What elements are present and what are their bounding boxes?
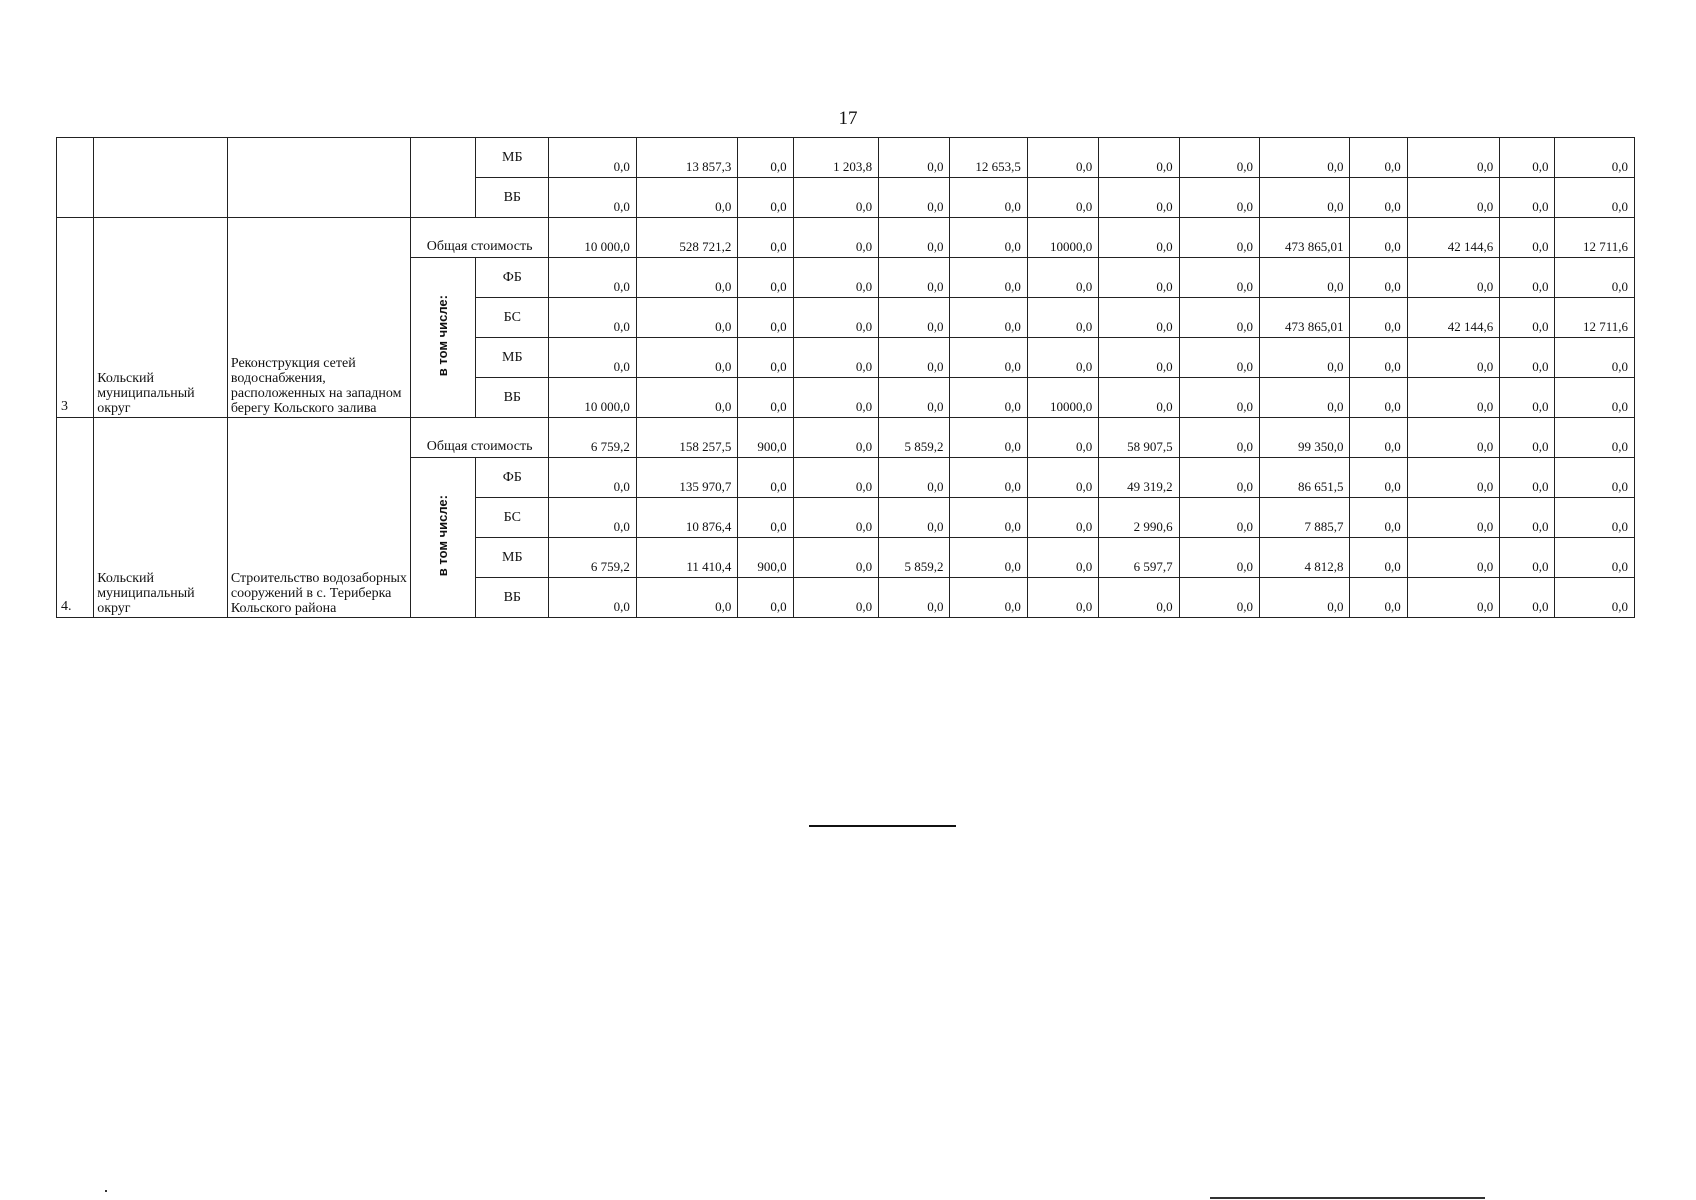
value-cell: 0,0: [1500, 418, 1555, 458]
value-cell: 0,0: [1500, 538, 1555, 578]
value-cell: 0,0: [1350, 218, 1407, 258]
value-cell: 0,0: [549, 498, 636, 538]
value-cell: 135 970,7: [636, 458, 738, 498]
value-cell: 0,0: [1027, 178, 1098, 218]
value-cell: 0,0: [879, 378, 950, 418]
value-cell: 0,0: [1099, 298, 1179, 338]
value-cell: 0,0: [1350, 258, 1407, 298]
value-cell: 0,0: [950, 258, 1027, 298]
value-cell: 0,0: [1500, 138, 1555, 178]
value-cell: 0,0: [1099, 378, 1179, 418]
value-cell: 0,0: [1555, 258, 1635, 298]
value-cell: 0,0: [1407, 378, 1499, 418]
value-cell: 0,0: [636, 178, 738, 218]
value-cell: 2 990,6: [1099, 498, 1179, 538]
value-cell: 0,0: [1027, 298, 1098, 338]
value-cell: 7 885,7: [1260, 498, 1350, 538]
funding-source-cell: БС: [476, 298, 549, 338]
page-number: 17: [838, 108, 858, 129]
value-cell: 0,0: [1027, 578, 1098, 618]
value-cell: 0,0: [879, 578, 950, 618]
value-cell: 0,0: [1555, 578, 1635, 618]
value-cell: 0,0: [950, 538, 1027, 578]
value-cell: 0,0: [549, 138, 636, 178]
value-cell: 5 859,2: [879, 418, 950, 458]
funding-source-cell: ВБ: [476, 178, 549, 218]
value-cell: 0,0: [1350, 498, 1407, 538]
value-cell: 0,0: [1407, 538, 1499, 578]
value-cell: 0,0: [1350, 418, 1407, 458]
value-cell: 0,0: [1260, 378, 1350, 418]
value-cell: 900,0: [738, 418, 793, 458]
value-cell: 6 759,2: [549, 538, 636, 578]
including-cell: [410, 258, 475, 418]
value-cell: 6 597,7: [1099, 538, 1179, 578]
value-cell: 0,0: [1179, 498, 1259, 538]
value-cell: 0,0: [1179, 578, 1259, 618]
value-cell: 0,0: [738, 298, 793, 338]
value-cell: 0,0: [793, 458, 878, 498]
value-cell: 0,0: [793, 298, 878, 338]
value-cell: 0,0: [793, 218, 878, 258]
value-cell: 0,0: [738, 178, 793, 218]
value-cell: 0,0: [1179, 418, 1259, 458]
value-cell: 0,0: [1555, 138, 1635, 178]
value-cell: 0,0: [1027, 458, 1098, 498]
value-cell: 0,0: [879, 458, 950, 498]
value-cell: 0,0: [793, 378, 878, 418]
value-cell: 0,0: [1555, 498, 1635, 538]
value-cell: 0,0: [738, 378, 793, 418]
value-cell: 0,0: [738, 138, 793, 178]
end-separator-line: [809, 825, 956, 827]
value-cell: 0,0: [738, 498, 793, 538]
value-cell: 0,0: [1555, 538, 1635, 578]
value-cell: 0,0: [1099, 338, 1179, 378]
municipality-name: Кольский муниципальный округ: [94, 418, 228, 618]
value-cell: 0,0: [1260, 258, 1350, 298]
value-cell: 0,0: [793, 178, 878, 218]
value-cell: 0,0: [950, 338, 1027, 378]
value-cell: 0,0: [1179, 458, 1259, 498]
value-cell: 0,0: [1260, 578, 1350, 618]
value-cell: 0,0: [738, 458, 793, 498]
value-cell: 0,0: [738, 258, 793, 298]
value-cell: 0,0: [1555, 178, 1635, 218]
financing-table: [56, 137, 1635, 618]
value-cell: 0,0: [1350, 538, 1407, 578]
value-cell: 158 257,5: [636, 418, 738, 458]
municipality-cell-empty: [94, 138, 228, 218]
value-cell: 0,0: [1350, 338, 1407, 378]
value-cell: 0,0: [1179, 298, 1259, 338]
project-description: Реконструкция сетей водоснабжения, расположенных на западном берегу Кольского залива: [227, 218, 410, 418]
value-cell: 473 865,01: [1260, 298, 1350, 338]
value-cell: 0,0: [1350, 578, 1407, 618]
value-cell: 0,0: [1099, 258, 1179, 298]
value-cell: 0,0: [793, 418, 878, 458]
value-cell: 10000,0: [1027, 378, 1098, 418]
value-cell: 0,0: [1099, 578, 1179, 618]
value-cell: 0,0: [1027, 538, 1098, 578]
value-cell: 0,0: [950, 178, 1027, 218]
value-cell: 0,0: [549, 578, 636, 618]
including-label: в том числе:: [434, 295, 450, 377]
value-cell: 0,0: [950, 418, 1027, 458]
value-cell: 0,0: [950, 218, 1027, 258]
value-cell: 0,0: [1099, 178, 1179, 218]
value-cell: 0,0: [1179, 338, 1259, 378]
value-cell: 1 203,8: [793, 138, 878, 178]
total-cost-label: Общая стоимость: [410, 418, 549, 458]
value-cell: 10 876,4: [636, 498, 738, 538]
project-number: 4.: [57, 418, 94, 618]
value-cell: 0,0: [636, 298, 738, 338]
value-cell: 0,0: [1179, 538, 1259, 578]
total-row: [57, 418, 1635, 458]
value-cell: 900,0: [738, 538, 793, 578]
value-cell: 0,0: [1027, 258, 1098, 298]
value-cell: 0,0: [549, 458, 636, 498]
project-number: 3: [57, 218, 94, 418]
value-cell: 0,0: [1099, 138, 1179, 178]
value-cell: 528 721,2: [636, 218, 738, 258]
value-cell: 0,0: [1407, 138, 1499, 178]
value-cell: 6 759,2: [549, 418, 636, 458]
value-cell: 0,0: [549, 298, 636, 338]
value-cell: 0,0: [879, 258, 950, 298]
value-cell: 0,0: [1500, 258, 1555, 298]
value-cell: 0,0: [950, 578, 1027, 618]
value-cell: 0,0: [879, 138, 950, 178]
value-cell: 0,0: [879, 338, 950, 378]
value-cell: 0,0: [879, 218, 950, 258]
value-cell: 0,0: [1555, 418, 1635, 458]
value-cell: 0,0: [1407, 578, 1499, 618]
value-cell: 0,0: [950, 458, 1027, 498]
value-cell: 0,0: [1500, 218, 1555, 258]
value-cell: 0,0: [1179, 178, 1259, 218]
value-cell: 49 319,2: [1099, 458, 1179, 498]
value-cell: 0,0: [1500, 178, 1555, 218]
value-cell: 0,0: [1099, 218, 1179, 258]
value-cell: 0,0: [1407, 498, 1499, 538]
value-cell: 0,0: [549, 178, 636, 218]
value-cell: 0,0: [636, 578, 738, 618]
value-cell: 0,0: [1500, 498, 1555, 538]
value-cell: 0,0: [1407, 418, 1499, 458]
value-cell: 0,0: [1179, 218, 1259, 258]
value-cell: 0,0: [1350, 458, 1407, 498]
value-cell: 0,0: [1500, 338, 1555, 378]
value-cell: 0,0: [879, 498, 950, 538]
value-cell: 0,0: [1350, 178, 1407, 218]
scan-artifact-line: [1210, 1197, 1485, 1199]
description-cell-empty: [227, 138, 410, 218]
table-row: [57, 138, 1635, 178]
value-cell: 0,0: [1500, 578, 1555, 618]
value-cell: 0,0: [1350, 298, 1407, 338]
value-cell: 0,0: [636, 258, 738, 298]
value-cell: 0,0: [636, 338, 738, 378]
value-cell: 0,0: [1555, 338, 1635, 378]
funding-source-cell: ВБ: [476, 378, 549, 418]
value-cell: 0,0: [1027, 498, 1098, 538]
value-cell: 42 144,6: [1407, 218, 1499, 258]
value-cell: 0,0: [793, 258, 878, 298]
value-cell: 0,0: [879, 178, 950, 218]
value-cell: 0,0: [1500, 378, 1555, 418]
value-cell: 0,0: [1407, 258, 1499, 298]
value-cell: 0,0: [738, 578, 793, 618]
value-cell: 0,0: [549, 338, 636, 378]
value-cell: 10 000,0: [549, 378, 636, 418]
value-cell: 86 651,5: [1260, 458, 1350, 498]
value-cell: 0,0: [950, 298, 1027, 338]
value-cell: 12 711,6: [1555, 218, 1635, 258]
value-cell: 0,0: [793, 538, 878, 578]
value-cell: 12 653,5: [950, 138, 1027, 178]
value-cell: 0,0: [1407, 338, 1499, 378]
municipality-name: Кольский муниципальный округ: [94, 218, 228, 418]
num-cell-empty: [57, 138, 94, 218]
value-cell: 0,0: [1350, 138, 1407, 178]
funding-source-cell: МБ: [476, 138, 549, 178]
value-cell: 0,0: [549, 258, 636, 298]
funding-source-cell: ФБ: [476, 258, 549, 298]
total-row: [57, 218, 1635, 258]
value-cell: 42 144,6: [1407, 298, 1499, 338]
value-cell: 0,0: [1555, 458, 1635, 498]
value-cell: 0,0: [1027, 338, 1098, 378]
including-cell-empty: [410, 138, 475, 218]
value-cell: 0,0: [1179, 138, 1259, 178]
value-cell: 0,0: [1027, 418, 1098, 458]
scan-mark: [105, 1190, 107, 1192]
value-cell: 5 859,2: [879, 538, 950, 578]
value-cell: 0,0: [738, 218, 793, 258]
total-cost-label: Общая стоимость: [410, 218, 549, 258]
value-cell: 0,0: [1500, 298, 1555, 338]
including-label: в том числе:: [434, 495, 450, 577]
value-cell: 58 907,5: [1099, 418, 1179, 458]
project-description: Строительство водозаборных сооружений в с. Териберка Кольского района: [227, 418, 410, 618]
value-cell: 0,0: [879, 298, 950, 338]
value-cell: 0,0: [793, 498, 878, 538]
value-cell: 0,0: [1027, 138, 1098, 178]
including-cell: [410, 458, 475, 618]
value-cell: 10000,0: [1027, 218, 1098, 258]
value-cell: 0,0: [950, 498, 1027, 538]
value-cell: 0,0: [738, 338, 793, 378]
value-cell: 473 865,01: [1260, 218, 1350, 258]
value-cell: 0,0: [1260, 138, 1350, 178]
value-cell: 4 812,8: [1260, 538, 1350, 578]
value-cell: 99 350,0: [1260, 418, 1350, 458]
funding-source-cell: МБ: [476, 538, 549, 578]
value-cell: 0,0: [793, 338, 878, 378]
funding-source-cell: ВБ: [476, 578, 549, 618]
value-cell: 0,0: [1500, 458, 1555, 498]
value-cell: 11 410,4: [636, 538, 738, 578]
value-cell: 0,0: [1260, 338, 1350, 378]
value-cell: 0,0: [1260, 178, 1350, 218]
value-cell: 0,0: [950, 378, 1027, 418]
value-cell: 0,0: [1555, 378, 1635, 418]
value-cell: 10 000,0: [549, 218, 636, 258]
value-cell: 0,0: [1407, 178, 1499, 218]
funding-source-cell: БС: [476, 498, 549, 538]
value-cell: 13 857,3: [636, 138, 738, 178]
value-cell: 0,0: [1179, 258, 1259, 298]
value-cell: 0,0: [1407, 458, 1499, 498]
value-cell: 0,0: [636, 378, 738, 418]
value-cell: 12 711,6: [1555, 298, 1635, 338]
value-cell: 0,0: [1350, 378, 1407, 418]
value-cell: 0,0: [1179, 378, 1259, 418]
funding-source-cell: МБ: [476, 338, 549, 378]
funding-source-cell: ФБ: [476, 458, 549, 498]
value-cell: 0,0: [793, 578, 878, 618]
